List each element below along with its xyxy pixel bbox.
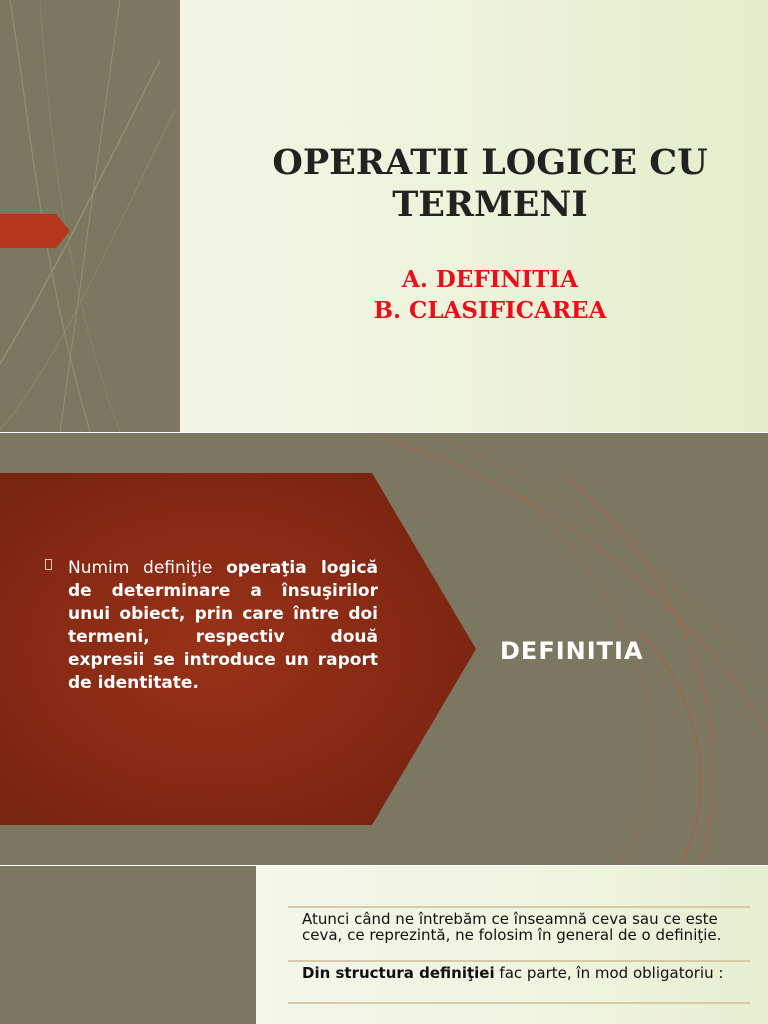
slide-subtitle [220, 264, 760, 326]
subtitle-line-definitia: A. DEFINITIA [402, 266, 578, 293]
definition-text [68, 557, 378, 695]
subtitle-line-clasificarea: B. CLASIFICAREA [373, 297, 607, 324]
divider-line [288, 906, 750, 908]
content-area [256, 866, 768, 1024]
bullet-icon [45, 559, 52, 570]
structure-slide [0, 866, 768, 1024]
intro-paragraph: Atunci când ne întrebăm ce înseamnă ceva sau ce este ceva, ce reprezintă, ne folosim în general de o definiţie. [302, 910, 722, 944]
section-title: DEFINITIA [500, 637, 644, 665]
divider-line [288, 960, 750, 962]
structure-paragraph [302, 965, 748, 981]
divider-line [288, 1002, 750, 1004]
title-slide [0, 0, 768, 432]
structure-bold: Din structura definiţiei [302, 964, 495, 982]
definition-slide [0, 433, 768, 865]
definition-lead: Numim definiţie [68, 558, 213, 578]
definition-bold: operaţia logică de determinare a însuşirilor unui obiect, prin care între doi termeni, respectiv două expresii se introduce un raport de identitate. [68, 558, 378, 693]
structure-rest: fac parte, în mod obligatoriu : [499, 964, 724, 982]
slide-title: OPERATII LOGICE CU TERMENI [272, 142, 708, 225]
arrow-tab-shape [0, 214, 70, 248]
